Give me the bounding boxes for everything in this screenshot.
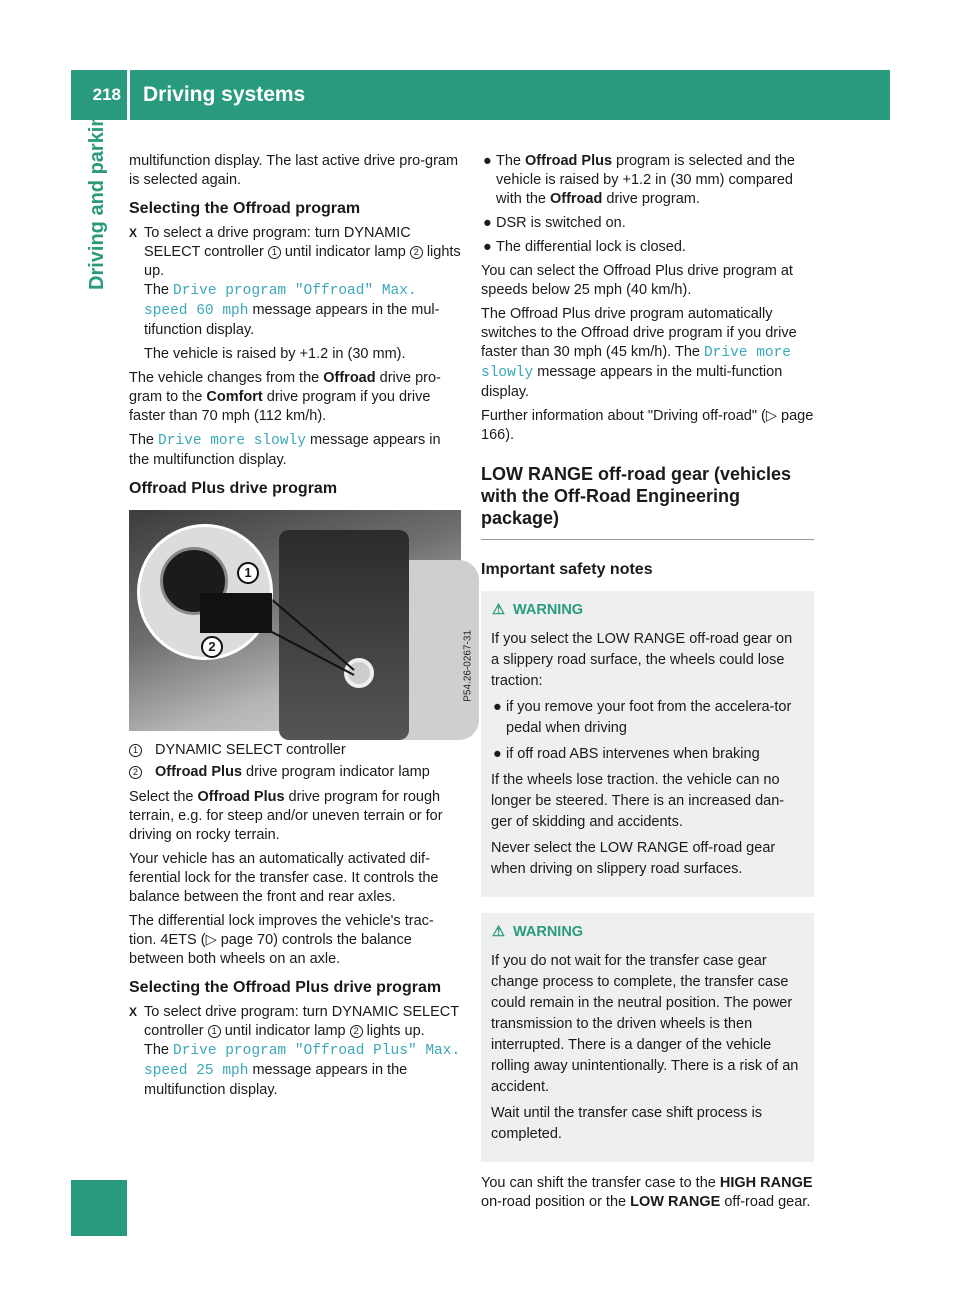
- step-text: message appears in the mul-tifunction display.: [144, 302, 440, 338]
- further-info-paragraph: [481, 407, 814, 445]
- bold-term: HIGH RANGE: [719, 1175, 813, 1191]
- text: message appears in the multi-function display.: [481, 364, 783, 400]
- warning-text: Wait until the transfer case shift process is completed.: [491, 1105, 763, 1142]
- bullet-icon: ●: [493, 699, 502, 715]
- raised-note: The vehicle is raised by +1.2 in (30 mm).: [144, 346, 406, 362]
- warning-text: If the wheels lose traction. the vehicle can no longer be steered. There is an increased dan-ger of skidding and accidents.: [491, 772, 785, 830]
- step-text: lights up.: [144, 244, 461, 279]
- callout-1-icon: 1: [129, 744, 142, 757]
- image-reference-code: P54.26-0267-31: [463, 630, 474, 702]
- text: The: [129, 432, 159, 448]
- warning-box-2: [481, 913, 814, 1162]
- text: drive program.: [602, 191, 700, 207]
- list-item: [481, 214, 814, 233]
- diff-lock-paragraph: Your vehicle has an automatically activated dif-ferential lock for the transfer case. It controls the balance between the front and rear axles.: [129, 851, 439, 905]
- page-header: [71, 70, 890, 120]
- left-column: [129, 152, 474, 1105]
- callout-1-icon: 1: [268, 246, 281, 259]
- step-text: The: [144, 1042, 174, 1058]
- select-plus-paragraph: [129, 788, 461, 845]
- list-item: [491, 697, 804, 739]
- display-message: Drive more slowly: [158, 433, 306, 449]
- step-text: until indicator lamp: [280, 244, 410, 260]
- text: message appears in the multifunction display.: [129, 432, 441, 468]
- warning-title: [491, 601, 804, 620]
- text: page 166).: [481, 408, 814, 443]
- callout-2-icon: 2: [410, 246, 423, 259]
- callout-1-icon: 1: [208, 1025, 221, 1038]
- legend-item-1: [129, 741, 461, 760]
- legend-text: DYNAMIC SELECT controller: [155, 742, 346, 758]
- step-marker-icon: X: [129, 226, 138, 240]
- step-text: until indicator lamp: [220, 1023, 350, 1039]
- bold-term: Comfort: [206, 389, 263, 405]
- header-divider: [127, 70, 130, 120]
- step-text: message appears in the multifunction display.: [144, 1062, 408, 1098]
- bullet-icon: ●: [483, 153, 492, 169]
- bullet-icon: ●: [493, 746, 502, 762]
- warning-triangle-icon: ⚠: [492, 602, 505, 618]
- text: The Offroad Plus drive program automatically switches to the Offroad drive program if you drive faster than 30 mph (45 km/h). The: [481, 306, 797, 360]
- list-item: [491, 744, 804, 765]
- bold-term: Offroad: [323, 370, 376, 386]
- text: The vehicle changes from the: [129, 370, 324, 386]
- side-tab-marker: [71, 1180, 127, 1236]
- text: Select the: [129, 789, 198, 805]
- side-tab-label: Driving and parking: [86, 102, 108, 290]
- photo-callout-2: 2: [201, 636, 223, 658]
- list-item: [481, 152, 814, 209]
- text: Further information about "Driving off-road" (: [481, 408, 766, 424]
- heading-offroad-plus: Offroad Plus drive program: [129, 480, 338, 497]
- text: page 70) controls the balance between both wheels on an axle.: [129, 932, 412, 967]
- text: if off road ABS intervenes when braking: [506, 746, 760, 762]
- legend-text: drive program indicator lamp: [242, 764, 430, 780]
- page-number: 218: [92, 85, 121, 104]
- warning-triangle-icon: ⚠: [492, 924, 505, 940]
- warning-label: WARNING: [513, 602, 584, 618]
- shift-paragraph: [481, 1174, 814, 1212]
- text: on-road position or the: [481, 1194, 631, 1210]
- photo-callout-1: 1: [237, 562, 259, 584]
- auto-switch-paragraph: [481, 305, 814, 402]
- controller-photo: [129, 510, 474, 731]
- text: drive program if you drive faster than 70 mph (112 km/h).: [129, 389, 431, 424]
- text: DSR is switched on.: [496, 215, 626, 231]
- traction-paragraph: [129, 912, 461, 969]
- legend-bold: Offroad Plus: [155, 764, 243, 780]
- page-ref-arrow-icon: ▷: [205, 932, 217, 948]
- display-message: Drive program "Offroad" Max. speed 60 mph: [144, 283, 417, 319]
- warning-title: [491, 923, 804, 942]
- intro-text: multifunction display. The last active drive pro-gram is selected again.: [129, 153, 459, 188]
- display-message: Drive more slowly: [481, 345, 791, 381]
- legend-item-2: [129, 763, 461, 782]
- heading-selecting-offroad-plus: Selecting the Offroad Plus drive program: [129, 979, 442, 996]
- list-item: [481, 238, 814, 257]
- warning-text: If you do not wait for the transfer case gear change process to complete, the transfer case could remain in the neutral position. The power transmission to the driven wheels is then interrupted. There is a danger of the vehicle rolling away unintentionally. There is a risk of an accident.: [491, 953, 799, 1095]
- text: The differential lock is closed.: [496, 239, 686, 255]
- step-text: To select a drive program: turn DYNAMIC SELECT controller: [144, 225, 411, 260]
- callout-2-icon: 2: [350, 1025, 363, 1038]
- step-offroad-plus: [129, 1003, 461, 1100]
- text: drive program for rough terrain, e.g. for steep and/or uneven terrain or for driving on rocky terrain.: [129, 789, 443, 843]
- text: drive pro-gram to the: [129, 370, 441, 405]
- step-text: The: [144, 282, 174, 298]
- indicator-panel-icon: [200, 593, 272, 633]
- text: You can shift the transfer case to the: [481, 1175, 720, 1191]
- heading-safety-notes: Important safety notes: [481, 561, 653, 578]
- step-offroad: [129, 224, 461, 364]
- changes-paragraph: [129, 369, 461, 426]
- warning-box-1: [481, 591, 814, 897]
- text: off-road gear.: [720, 1194, 811, 1210]
- bold-term: Offroad Plus: [525, 153, 613, 169]
- text: The: [496, 153, 526, 169]
- heading-selecting-offroad: Selecting the Offroad program: [129, 200, 361, 217]
- section-title: Driving systems: [143, 83, 306, 106]
- display-message: Drive program "Offroad Plus" Max. speed 25 mph: [144, 1043, 461, 1079]
- heading-low-range: LOW RANGE off-road gear (vehicles with the Off-Road Engineering package): [481, 463, 814, 540]
- bullet-icon: ●: [483, 239, 492, 255]
- bold-term: Offroad: [550, 191, 603, 207]
- warning-text: Never select the LOW RANGE off-road gear when driving on slippery road surfaces.: [491, 840, 776, 877]
- text: The differential lock improves the vehicle's trac-tion. 4ETS (: [129, 913, 434, 948]
- bullet-icon: ●: [483, 215, 492, 231]
- bold-term: Offroad Plus: [197, 789, 285, 805]
- callout-2-icon: 2: [129, 766, 142, 779]
- text: if you remove your foot from the accelera-tor pedal when driving: [506, 699, 792, 736]
- right-column: [481, 152, 814, 1217]
- warning-label: WARNING: [513, 924, 584, 940]
- step-marker-icon: X: [129, 1005, 138, 1019]
- slowly-paragraph: [129, 431, 461, 470]
- speeds-paragraph: You can select the Offroad Plus drive program at speeds below 25 mph (40 km/h).: [481, 263, 793, 298]
- warning-text: If you select the LOW RANGE off-road gear on a slippery road surface, the wheels could lose traction:: [491, 631, 793, 689]
- bold-term: LOW RANGE: [630, 1194, 721, 1210]
- step-text: To select drive program: turn DYNAMIC SELECT controller: [144, 1004, 459, 1039]
- text: program is selected and the vehicle is raised by +1.2 in (30 mm) compared with the: [496, 153, 795, 207]
- page-ref-arrow-icon: ▷: [765, 408, 778, 424]
- step-text: lights up.: [362, 1023, 425, 1039]
